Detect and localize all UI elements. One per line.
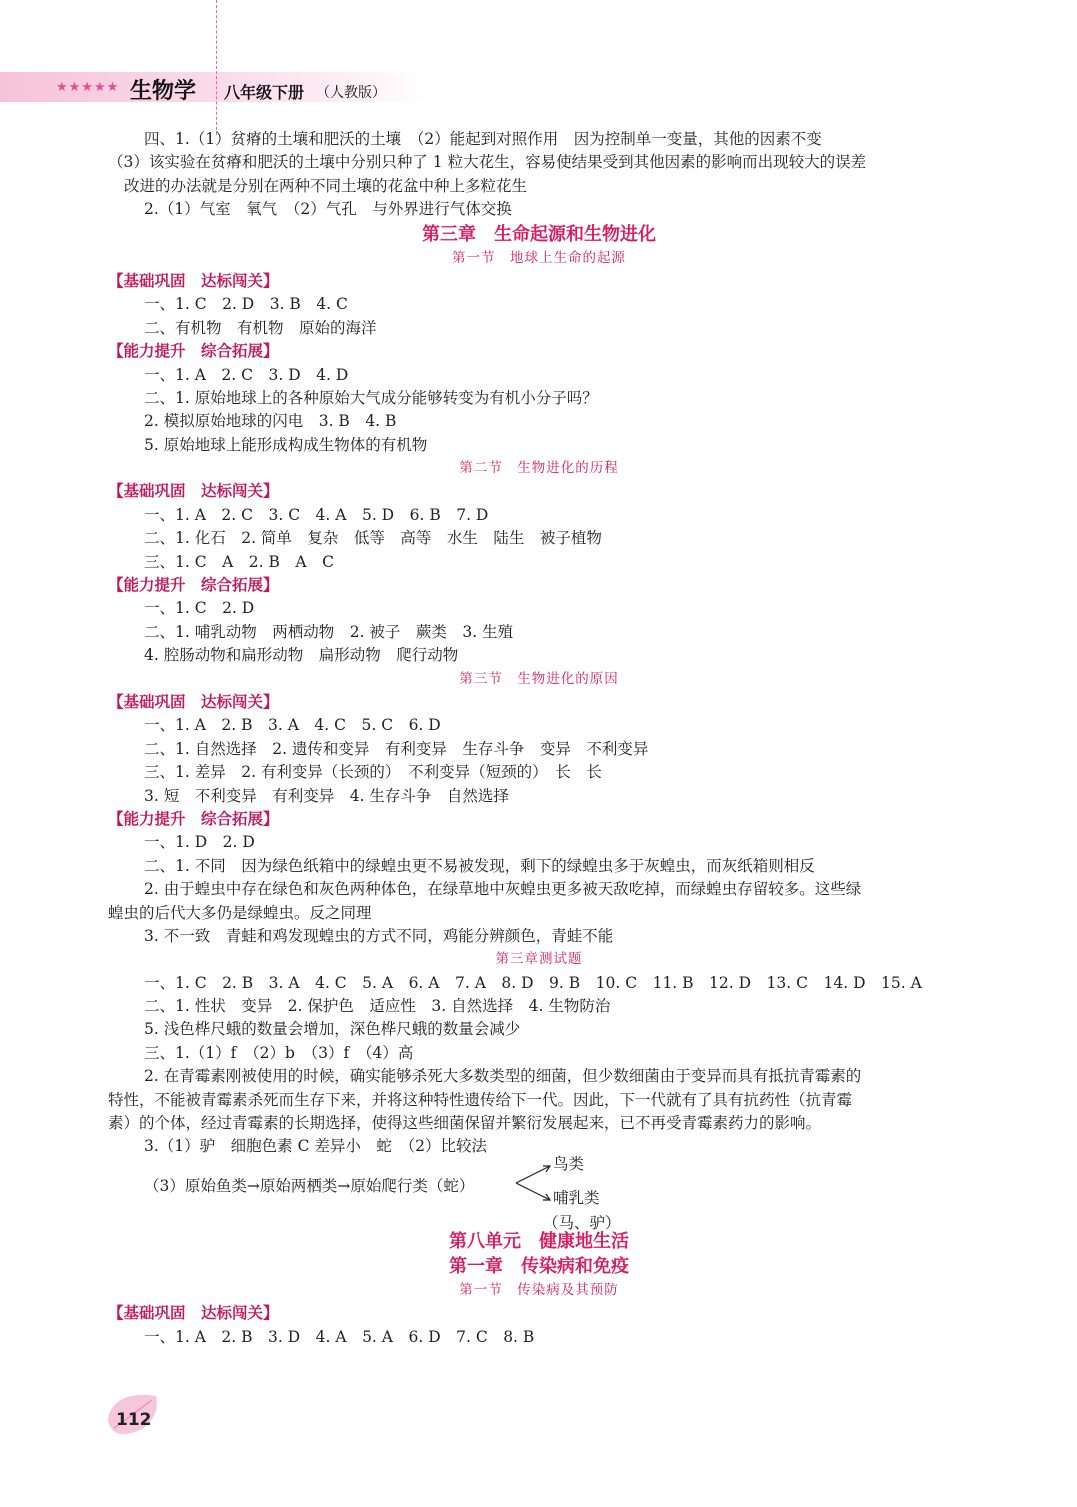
answer-line: 三、1. 差异 2. 有利变异（长颈的） 不利变异（短颈的） 长 长 (144, 763, 602, 782)
branch-arrows-icon (514, 1163, 554, 1203)
answer-line: 一、1. C 2. D (144, 599, 255, 618)
section-tag-basic: 【基础巩固 达标闯关】 (108, 692, 279, 711)
answer-line: 2. 由于蝗虫中存在绿色和灰色两种体色，在绿草地中灰蝗虫更多被天敌吃掉，而绿蝗虫存留较多。这些绿 (144, 880, 862, 899)
chapter-title: 第一章 传染病和免疫 (449, 1255, 629, 1277)
section-tag-ability: 【能力提升 综合拓展】 (108, 809, 279, 828)
answer-line: 2. 模拟原始地球的闪电 3. B 4. B (144, 412, 397, 431)
diagram-branch-birds: 鸟类 (553, 1154, 585, 1173)
answer-line: 四、1.（1）贫瘠的土壤和肥沃的土壤 （2）能起到对照作用 因为控制单一变量，其他的因素不变 (144, 130, 822, 148)
diagram-base-text: （3）原始鱼类→原始两栖类→原始爬行类（蛇） (144, 1176, 475, 1195)
answer-line: （3）该实验在贫瘠和肥沃的土壤中分别只种了 1 粒大花生，容易使结果受到其他因素的影响而出现较大的误差 (108, 153, 867, 172)
unit-title: 第八单元 健康地生活 (449, 1230, 629, 1252)
answer-line: 二、1. 原始地球上的各种原始大气成分能够转变为有机小分子吗？ (144, 388, 598, 407)
answer-line: 一、1. D 2. D (144, 833, 255, 852)
section-title: 第一节 地球上生命的起源 (452, 249, 626, 266)
page-number: 112 (116, 1410, 152, 1430)
answer-line: 二、1. 哺乳动物 两栖动物 2. 被子 蕨类 3. 生殖 (144, 622, 514, 641)
section-title: 第一节 传染病及其预防 (459, 1281, 619, 1298)
answer-line: 二、有机物 有机物 原始的海洋 (144, 318, 377, 337)
section-tag-basic: 【基础巩固 达标闯关】 (108, 482, 279, 501)
margin-dashed-line (216, 0, 217, 135)
section-tag-ability: 【能力提升 综合拓展】 (108, 576, 279, 595)
section-tag-ability: 【能力提升 综合拓展】 (108, 342, 279, 361)
evolution-branch-diagram (108, 1154, 970, 1232)
answer-line: 3. 不一致 青蛙和鸡发现蝗虫的方式不同，鸡能分辨颜色，青蛙不能 (144, 926, 614, 945)
answer-line: 特性，不能被青霉素杀死而生存下来，并将这种特性遗传给下一代。因此，下一代就有了具有抗药性（抗青霉 (108, 1090, 853, 1109)
answer-line: 一、1. A 2. C 3. C 4. A 5. D 6. B 7. D (144, 505, 489, 524)
answer-line: 二、1. 性状 变异 2. 保护色 适应性 3. 自然选择 4. 生物防治 (144, 997, 611, 1016)
answer-line: 4. 腔肠动物和扁形动物 扁形动物 爬行动物 (144, 646, 459, 665)
edition-label: （人教版） (316, 85, 386, 101)
answer-line: 5. 原始地球上能形成构成生物体的有机物 (144, 435, 428, 454)
answer-line: 一、1. A 2. B 3. A 4. C 5. C 6. D (144, 716, 441, 735)
answer-content (108, 128, 970, 1349)
diagram-branch-note: （马、驴） (543, 1213, 621, 1232)
section-title: 第三节 生物进化的原因 (459, 670, 619, 687)
answer-line: 三、1. C A 2. B A C (144, 552, 334, 571)
answer-line: 素）的个体，经过青霉素的长期选择，使得这些细菌保留并繁衍发展起来，已不再受青霉素药力的影响。 (108, 1114, 822, 1133)
answer-line: 二、1. 自然选择 2. 遗传和变异 有利变异 生存斗争 变异 不利变异 (144, 739, 649, 758)
test-title: 第三章测试题 (495, 951, 583, 968)
section-title: 第二节 生物进化的历程 (459, 460, 619, 477)
section-tag-basic: 【基础巩固 达标闯关】 (108, 271, 279, 290)
answer-line: 二、1. 化石 2. 简单 复杂 低等 高等 水生 陆生 被子植物 (144, 529, 602, 548)
section-tag-basic: 【基础巩固 达标闯关】 (108, 1304, 279, 1323)
subject-title: 生物学 (130, 79, 197, 104)
answer-line: 一、1. C 2. D 3. B 4. C (144, 295, 348, 314)
answer-line: 蝗虫的后代大多仍是绿蝗虫。反之同理 (108, 903, 372, 922)
answer-line: 5. 浅色桦尺蛾的数量会增加，深色桦尺蛾的数量会减少 (144, 1020, 521, 1039)
answer-line: 2. 在青霉素刚被使用的时候，确实能够杀死大多数类型的细菌，但少数细菌由于变异而具有抵抗青霉素的 (144, 1067, 862, 1086)
diagram-branch-mammals: 哺乳类 (553, 1188, 600, 1207)
chapter-title: 第三章 生命起源和生物进化 (422, 223, 656, 245)
answer-line: 3. 短 不利变异 有利变异 4. 生存斗争 自然选择 (144, 786, 509, 805)
answer-line: 三、1.（1）f （2）b （3）f （4）高 (144, 1043, 414, 1062)
answer-line: 改进的办法就是分别在两种不同土壤的花盆中种上多粒花生 (124, 176, 528, 195)
star-rating-decoration: ★★★★★ (56, 80, 120, 95)
answer-line: 3.（1）驴 细胞色素 C 差异小 蛇 （2）比较法 (144, 1137, 487, 1156)
answer-line: 一、1. A 2. B 3. D 4. A 5. A 6. D 7. C 8. B (144, 1327, 535, 1346)
grade-label: 八年级下册 (224, 83, 305, 102)
answer-line: 一、1. A 2. C 3. D 4. D (144, 365, 349, 384)
answer-line: 二、1. 不同 因为绿色纸箱中的绿蝗虫更不易被发现，剩下的绿蝗虫多于灰蝗虫，而灰纸箱则相反 (144, 856, 815, 875)
answer-line: 一、1. C 2. B 3. A 4. C 5. A 6. A 7. A 8. D 9. B 10. C 11. B 12. D 13. C 14. D 15. A (144, 973, 922, 992)
answer-line: 2.（1）气室 氧气 （2）气孔 与外界进行气体交换 (144, 200, 512, 219)
